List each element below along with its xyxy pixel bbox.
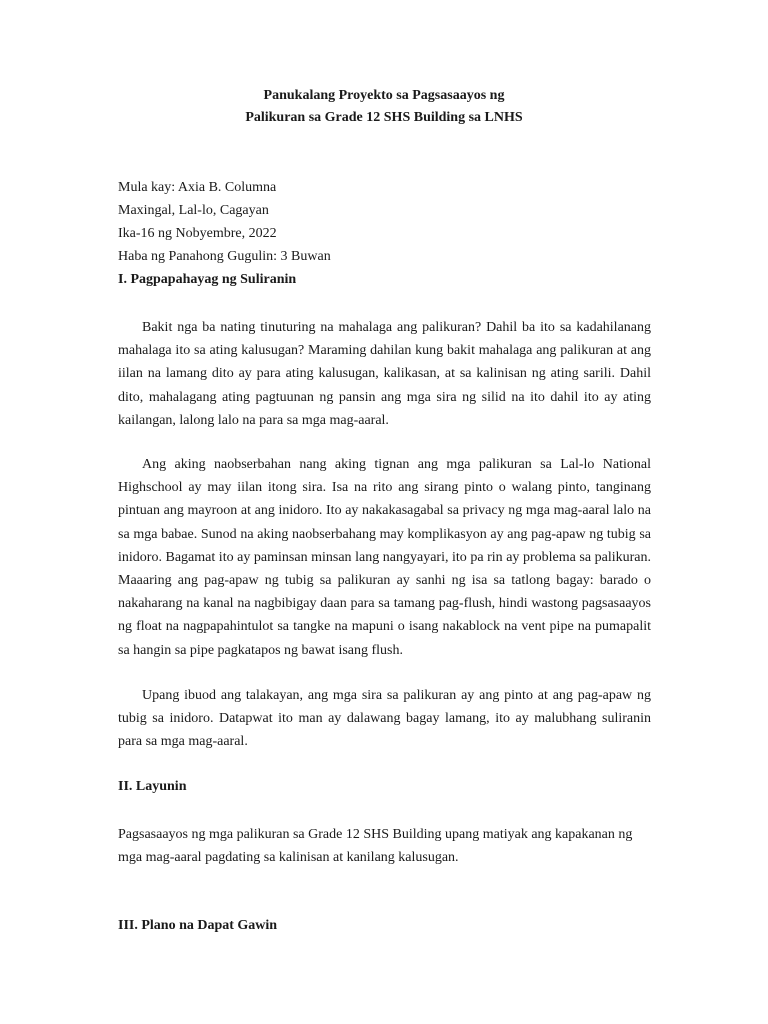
- document-title-line-2: Palikuran sa Grade 12 SHS Building sa LNHS: [245, 110, 523, 125]
- section-1-paragraph-2: Ang aking naobserbahan nang aking tignan ang mga palikuran sa Lal-lo National Highschool ay may iilan itong sira. Isa na rito ang sirang pinto o walang pinto, tanginang pintuan ang mayroon at ang inidoro. Ito ay nakakasagabal sa privacy ng mga mag-aaral lalo na sa mga babae. Sunod na aking naobserbahang may komplikasyon ay ang pag-apaw ng tubig sa inidoro. Bagamat ito ay paminsan minsan lang nangyayari, ito pa rin ay problema sa palikuran. Maaaring ang pag-apaw ng tubig sa palikuran ay sanhi ng isa sa tatlong bagay: barado o nakaharang na kanal na nagbibigay daan para sa tamang pag-flush, hindi wastong pagsasaayos ng float na nagpapahintulot sa tangke na mapuni o isang nakablock na vent pipe na pumapalit sa hangin sa pipe pagkatapos ng bawat isang flush.: [118, 457, 651, 658]
- section-1-paragraph-3: Upang ibuod ang talakayan, ang mga sira sa palikuran ay ang pinto at ang pag-apaw ng tubig sa inidoro. Datapwat ito man ay dalawang bagay lamang, ito ay malubhang suliranin para sa mga mag-aaral.: [118, 688, 651, 750]
- section-1-paragraph-1: Bakit nga ba nating tinuturing na mahalaga ang palikuran? Dahil ba ito sa kadahilanang mahalaga ito sa ating kalusugan? Maraming dahilan kung bakit mahalaga ang palikuran at ang iilan na lamang dito ay para ating kalusugan, kalikasan, at sa kalinisan ng ating sarili. Dahil dito, mahalagang ating pagtuunan ng pansin ang mga sira ng silid na ito dahil ito ay ating kailangan, lalong lalo na para sa mga mag-aaral.: [118, 320, 651, 428]
- section-3-heading: III. Plano na Dapat Gawin: [118, 918, 278, 933]
- document-title-line-1: Panukalang Proyekto sa Pagsasaayos ng: [263, 88, 505, 103]
- section-1-heading: I. Pagpapahayag ng Suliranin: [118, 272, 297, 287]
- section-2-heading: II. Layunin: [118, 779, 187, 794]
- date-line: Ika-16 ng Nobyembre, 2022: [118, 226, 277, 241]
- address-line: Maxingal, Lal-lo, Cagayan: [118, 203, 269, 218]
- duration-line: Haba ng Panahong Gugulin: 3 Buwan: [118, 249, 331, 264]
- section-2-paragraph-1: Pagsasaayos ng mga palikuran sa Grade 12 SHS Building upang matiyak ang kapakanan ng mga mag-aaral pagdating sa kalinisan at kanilang kalusugan.: [118, 827, 633, 866]
- author-line: Mula kay: Axia B. Columna: [118, 180, 277, 195]
